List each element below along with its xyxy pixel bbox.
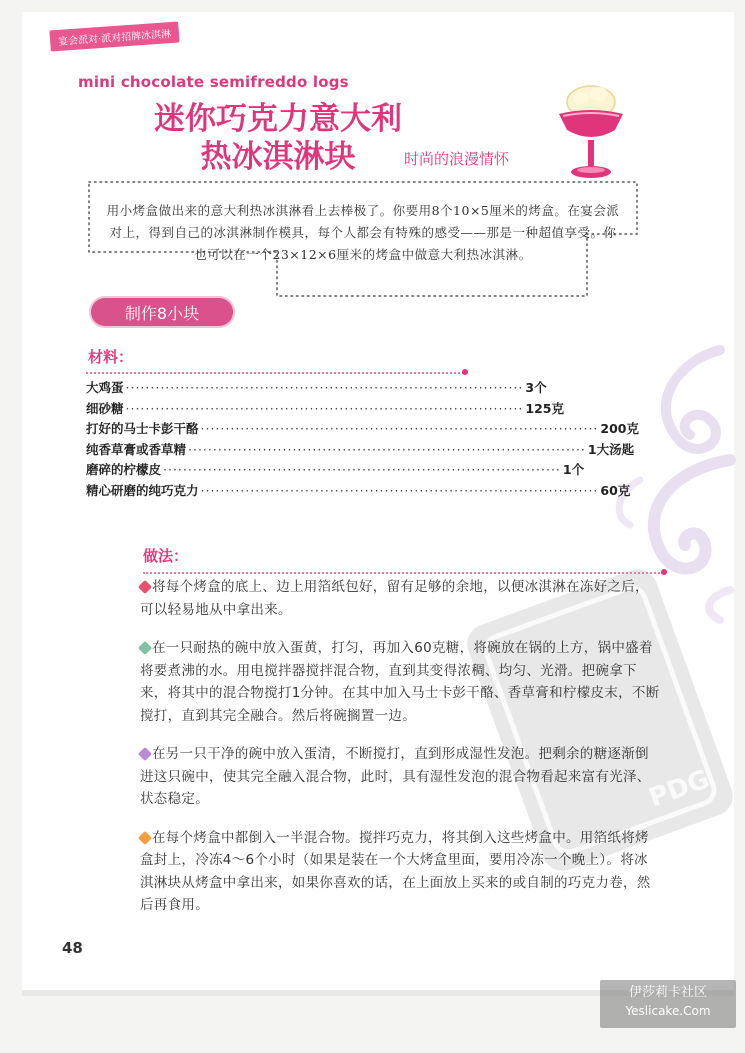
- ingredient-leader-dots: ················································································: [188, 441, 586, 457]
- ingredient-row: [86, 440, 635, 461]
- ingredients-heading: 材料：: [88, 348, 134, 366]
- method-step: [140, 743, 660, 811]
- diamond-bullet-icon: [138, 580, 152, 594]
- method-step-text: 在另一只干净的碗中放入蛋清，不断搅打，直到形成湿性发泡。把剩余的糖逐渐倒进这只碗中，使其完全融入混合物，此时，具有湿性发泡的混合物看起来富有光泽、状态稳定。: [140, 746, 651, 807]
- diamond-bullet-icon: [138, 830, 152, 844]
- category-tag-left: 宴会派对: [57, 34, 99, 48]
- intro-text: 用小烤盒做出来的意大利热冰淇淋看上去棒极了。你要用8个10×5厘米的烤盒。在宴会派对上，得到自己的冰淇淋制作模具，每个人都会有特殊的感受——那是一种超值享受。你也可以在一个23×12×6厘米的烤盒中做意大利热冰淇淋。: [106, 203, 620, 262]
- ingredients-divider-end: [462, 369, 468, 375]
- method-step-text: 在一只耐热的碗中放入蛋黄，打匀，再加入60克糖，将碗放在锅的上方，锅中盛着将要煮沸的水。用电搅拌器搅拌混合物，直到其变得浓稠、均匀、光滑。把碗拿下来，将其中的混合物搅打1分钟。在其中加入马士卡彭干酪、香草膏和柠檬皮末，不断搅打，直到其完全融合。然后将碗搁置一边。: [140, 640, 660, 724]
- page-number: 48: [62, 939, 83, 957]
- ingredient-name: 纯香草膏或香草精: [86, 441, 187, 457]
- method-divider-end: [661, 569, 667, 575]
- ingredient-name: 精心研磨的纯巧克力: [86, 482, 199, 498]
- method-divider: [143, 572, 663, 574]
- diamond-bullet-icon: [138, 747, 152, 761]
- ingredient-name: 细砂糖: [86, 400, 124, 416]
- ingredient-name: 大鸡蛋: [86, 380, 124, 395]
- ingredient-row: [86, 419, 639, 440]
- ingredient-leader-dots: ················································································: [200, 421, 599, 436]
- category-tag-separator: ·: [97, 33, 102, 46]
- ingredient-leader-dots: ················································································: [163, 462, 561, 477]
- method-steps: [140, 576, 660, 933]
- watermark-line1: 伊莎莉卡社区: [628, 985, 707, 1000]
- watermark-line2: Yeslicake.Com: [625, 1004, 711, 1018]
- ingredient-leader-dots: ················································································: [125, 380, 524, 395]
- chinese-title: [143, 100, 413, 176]
- ingredient-row: [86, 399, 564, 420]
- ingredient-name: 磨碎的柠檬皮: [86, 462, 162, 477]
- diamond-bullet-icon: [138, 641, 152, 655]
- yield-badge: 制作8小块: [91, 298, 233, 326]
- ingredient-leader-dots: ················································································: [125, 400, 524, 416]
- method-step-text: 在每个烤盒中都倒入一半混合物。搅拌巧克力，将其倒入这些烤盒中。用箔纸将烤盒封上，冷冻4～6个小时（如果是装在一个大烤盒里面，要用冷冻一个晚上）。将冰淇淋块从烤盒中拿出来，如果你喜欢的话，在上面放上买来的或自制的巧克力卷，然后再食用。: [140, 829, 651, 913]
- chinese-title-line1: 迷你巧克力意大利: [154, 101, 402, 137]
- ice-cream-cup-icon: [551, 80, 631, 190]
- ingredient-quantity: 200克: [600, 421, 639, 436]
- ingredient-row: [86, 378, 547, 399]
- method-step: [140, 637, 660, 727]
- method-step: [140, 827, 660, 917]
- ingredient-quantity: 3个: [525, 380, 547, 395]
- ingredient-row: [86, 460, 585, 481]
- ingredient-quantity: 1大汤匙: [587, 441, 635, 457]
- ingredient-leader-dots: ················································································: [200, 482, 599, 498]
- chinese-title-line2: 热冰淇淋块: [200, 139, 356, 175]
- site-watermark: [600, 980, 736, 1028]
- method-step: [140, 576, 660, 621]
- category-tag-right: 派对招牌冰淇淋: [100, 29, 172, 45]
- intro-box: [87, 180, 639, 298]
- method-step-text: 将每个烤盒的底上、边上用箔纸包好，留有足够的余地，以便冰淇淋在冻好之后，可以轻易地从中拿出来。: [140, 579, 649, 618]
- english-title: mini chocolate semifreddo logs: [78, 73, 349, 91]
- method-heading: 做法：: [143, 547, 189, 565]
- subtitle: 时尚的浪漫情怀: [404, 150, 510, 168]
- ingredient-quantity: 125克: [525, 400, 564, 416]
- ingredient-list: [86, 378, 639, 501]
- ingredient-quantity: 1个: [562, 462, 585, 477]
- stamp-text: PDG: [645, 764, 714, 814]
- ingredient-row: [86, 481, 631, 502]
- ingredient-quantity: 60克: [600, 482, 631, 498]
- ingredient-name: 打好的马士卡彭干酪: [86, 421, 199, 436]
- ingredients-divider: [86, 372, 464, 374]
